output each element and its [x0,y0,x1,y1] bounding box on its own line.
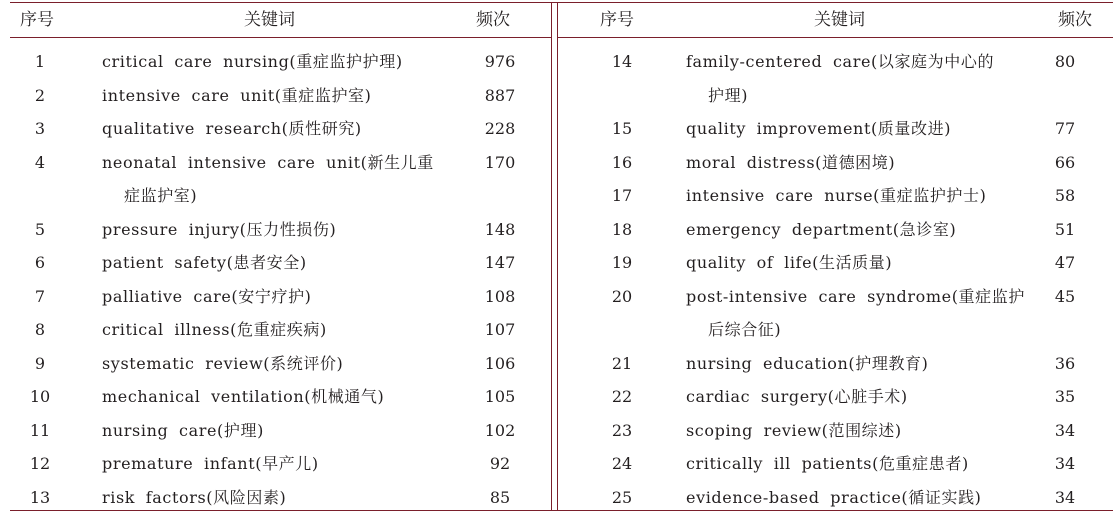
row-index: 5 [34,219,46,239]
keyword-line: qualitative research(质性研究) [102,119,362,138]
table-row [10,414,551,448]
row-keyword [686,447,1031,481]
row-index: 8 [34,320,46,339]
keyword-line: intensive care nurse(重症监护护士) [686,186,987,205]
row-frequency: 102 [484,420,516,440]
keyword-line: emergency department(急诊室) [686,219,957,239]
row-frequency: 80 [1054,52,1076,71]
keyword-line: mechanical ventilation(机械通气) [102,387,385,406]
table-row [558,447,1113,481]
row-keyword [686,45,1031,112]
row-keyword [70,380,460,414]
row-index: 14 [611,52,633,71]
keyword-line: risk factors(风险因素) [102,487,287,507]
row-keyword [686,347,1031,381]
left-header-row [10,3,551,38]
row-keyword [70,213,460,247]
keyword-line: critically ill patients(危重症患者) [686,454,969,473]
row-index: 16 [611,152,633,172]
row-frequency: 34 [1054,454,1076,473]
header-index: 序号 [600,10,634,30]
row-index: 7 [34,286,46,306]
row-frequency: 105 [484,387,516,406]
row-keyword [70,347,460,381]
row-keyword [686,481,1031,515]
row-keyword [686,280,1031,347]
row-frequency: 45 [1054,286,1076,306]
row-keyword [70,447,460,481]
table-row [558,179,1113,213]
table-row [10,112,551,146]
row-index: 1 [34,52,46,71]
row-keyword [686,146,1031,180]
row-frequency: 108 [484,286,516,306]
row-index: 24 [611,454,633,473]
row-frequency: 107 [484,320,516,339]
keyword-line: systematic review(系统评价) [102,353,344,373]
row-index: 2 [34,85,46,105]
table-row [558,45,1113,112]
row-index: 11 [29,420,51,440]
row-keyword [686,213,1031,247]
keyword-line: family-centered care(以家庭为中心的 [686,52,995,71]
right-rows [558,45,1113,514]
table-row [10,213,551,247]
keyword-line: premature infant(早产儿) [102,454,319,473]
row-index: 18 [611,219,633,239]
header-index: 序号 [20,10,54,30]
header-frequency: 频次 [476,10,510,30]
row-frequency: 85 [489,487,511,507]
row-index: 20 [611,286,633,306]
keyword-line: nursing education(护理教育) [686,353,929,373]
row-keyword [70,481,460,515]
table-row [558,347,1113,381]
row-keyword [70,79,460,113]
keyword-line-continued: 护理) [708,85,749,105]
table-row [10,481,551,515]
keyword-line: quality improvement(质量改进) [686,119,952,138]
table-row [10,447,551,481]
row-index: 12 [29,454,51,473]
row-frequency: 77 [1054,119,1076,138]
row-keyword [70,112,460,146]
table-row [558,414,1113,448]
keyword-line-continued: 症监护室) [124,186,198,205]
row-frequency: 35 [1054,387,1076,406]
row-frequency: 887 [484,85,516,105]
row-index: 23 [611,420,633,440]
header-keyword: 关键词 [244,10,295,30]
row-frequency: 66 [1054,152,1076,172]
row-frequency: 228 [484,119,516,138]
row-frequency: 34 [1054,420,1076,440]
row-index: 21 [611,353,633,373]
row-keyword [70,146,460,213]
left-panel [10,3,551,510]
right-panel [558,3,1113,510]
keyword-line-continued: 后综合征) [708,320,782,339]
row-index: 25 [611,487,633,507]
table-row [558,246,1113,280]
row-frequency: 51 [1054,219,1076,239]
table-row [10,347,551,381]
table-row [10,246,551,280]
table-row [558,213,1113,247]
row-frequency: 34 [1054,487,1076,507]
keyword-line: scoping review(范围综述) [686,420,902,440]
table-row [10,45,551,79]
row-keyword [70,414,460,448]
row-index: 3 [34,119,46,138]
row-keyword [686,380,1031,414]
keyword-line: neonatal intensive care unit(新生儿重 [102,152,434,172]
table-row [558,380,1113,414]
keyword-line: critical illness(危重症疾病) [102,320,327,339]
row-index: 4 [34,152,46,172]
keyword-line: palliative care(安宁疗护) [102,286,312,306]
keyword-line: critical care nursing(重症监护护理) [102,52,403,71]
keyword-line: post-intensive care syndrome(重症监护 [686,286,1025,306]
row-frequency: 36 [1054,353,1076,373]
double-divider [551,3,558,510]
table-row [10,280,551,314]
row-frequency: 148 [484,219,516,239]
keyword-line: pressure injury(压力性损伤) [102,219,337,239]
row-index: 10 [29,387,51,406]
keyword-line: nursing care(护理) [102,420,264,440]
row-keyword [70,313,460,347]
row-frequency: 58 [1054,186,1076,205]
left-rows [10,45,551,514]
row-frequency: 106 [484,353,516,373]
table-row [10,79,551,113]
keyword-line: intensive care unit(重症监护室) [102,85,372,105]
row-keyword [686,414,1031,448]
keyword-line: moral distress(道德困境) [686,152,896,172]
row-keyword [70,45,460,79]
row-keyword [686,112,1031,146]
table-row [558,481,1113,515]
row-index: 22 [611,387,633,406]
right-header-row [558,3,1113,38]
row-keyword [686,179,1031,213]
row-keyword [686,246,1031,280]
header-keyword: 关键词 [814,10,865,30]
table-row [558,146,1113,180]
row-frequency: 92 [489,454,511,473]
row-keyword [70,246,460,280]
keyword-line: evidence-based practice(循证实践) [686,487,982,507]
table-row [10,380,551,414]
row-index: 17 [611,186,633,205]
row-index: 6 [34,253,46,272]
table-row [558,280,1113,347]
row-frequency: 170 [484,152,516,172]
row-frequency: 47 [1054,253,1076,272]
row-frequency: 147 [484,253,516,272]
row-index: 9 [34,353,46,373]
table-row [10,146,551,213]
row-index: 19 [611,253,633,272]
row-index: 13 [29,487,51,507]
row-frequency: 976 [484,52,516,71]
keyword-line: quality of life(生活质量) [686,253,893,272]
header-frequency: 频次 [1058,10,1092,30]
keyword-frequency-table [10,2,1113,511]
keyword-line: patient safety(患者安全) [102,253,307,272]
row-index: 15 [611,119,633,138]
row-keyword [70,280,460,314]
table-row [10,313,551,347]
keyword-line: cardiac surgery(心脏手术) [686,387,908,406]
table-row [558,112,1113,146]
